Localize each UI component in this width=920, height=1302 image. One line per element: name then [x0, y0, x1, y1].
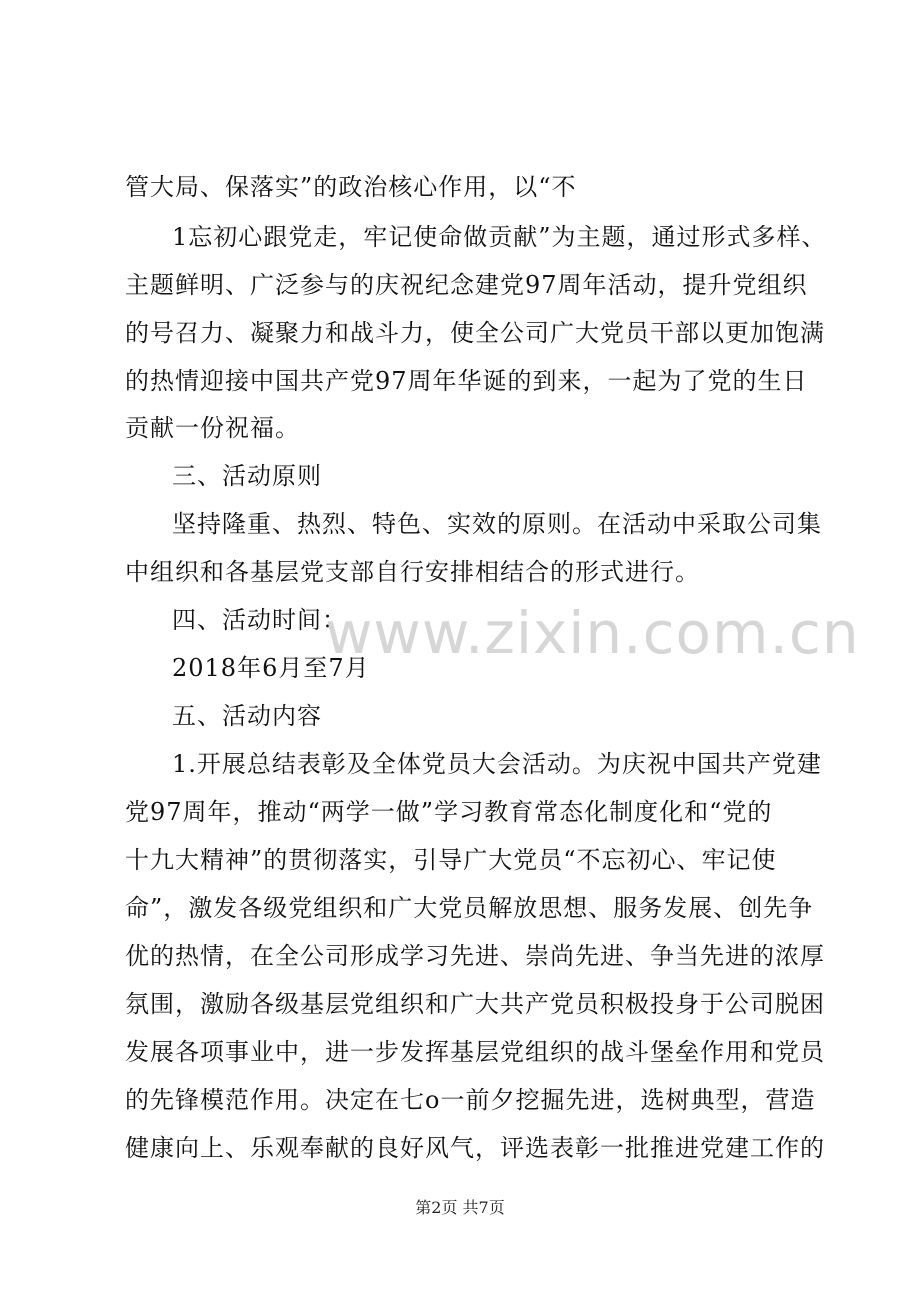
text-line: 1.开展总结表彰及全体党员大会活动。为庆祝中国共产党建	[172, 750, 822, 778]
section-heading: 三、活动原则	[172, 462, 322, 490]
watermark-logo	[325, 598, 860, 668]
text-line: 党97周年，推动“两学一做”学习教育常态化制度化和“党的	[125, 798, 773, 826]
page-number-footer: 第2页 共7页	[415, 1198, 505, 1217]
section-heading: 五、活动内容	[172, 702, 322, 730]
text-line: 氛围，激励各级基层党组织和广大共产党员积极投身于公司脱困	[125, 990, 825, 1018]
text-line: 的号召力、凝聚力和战斗力，使全公司广大党员干部以更加饱满	[125, 319, 825, 347]
watermark-text: www.zixin.com.cn	[325, 599, 860, 667]
text-line: 命”，激发各级党组织和广大党员解放思想、服务发展、创先争	[125, 894, 814, 922]
text-line: 坚持隆重、热烈、特色、实效的原则。在活动中采取公司集	[172, 510, 822, 538]
text-line: 2018年6月至7月	[172, 654, 370, 682]
section-heading: 四、活动时间：	[172, 606, 347, 634]
text-line: 的热情迎接中国共产党97周年华诞的到来，一起为了党的生日	[125, 367, 808, 395]
text-line: 管大局、保落实”的政治核心作用，以“不	[125, 173, 577, 201]
text-line: 十九大精神”的贯彻落实，引导广大党员“不忘初心、牢记使	[125, 846, 777, 874]
text-line: 优的热情，在全公司形成学习先进、崇尚先进、争当先进的浓厚	[125, 942, 825, 970]
text-line: 中组织和各基层党支部自行安排相结合的形式进行。	[125, 558, 700, 586]
text-line: 发展各项事业中，进一步发挥基层党组织的战斗堡垒作用和党员	[125, 1038, 825, 1066]
text-line: 主题鲜明、广泛参与的庆祝纪念建党97周年活动，提升党组织	[125, 271, 808, 299]
text-line: 贡献一份祝福。	[125, 414, 300, 442]
text-line: 的先锋模范作用。决定在七o一前夕挖掘先进，选树典型，营造	[125, 1086, 816, 1114]
text-line: 1忘初心跟党走，牢记使命做贡献”为主题，通过形式多样、	[172, 223, 827, 251]
text-line: 健康向上、乐观奉献的良好风气，评选表彰一批推进党建工作的	[125, 1134, 825, 1162]
